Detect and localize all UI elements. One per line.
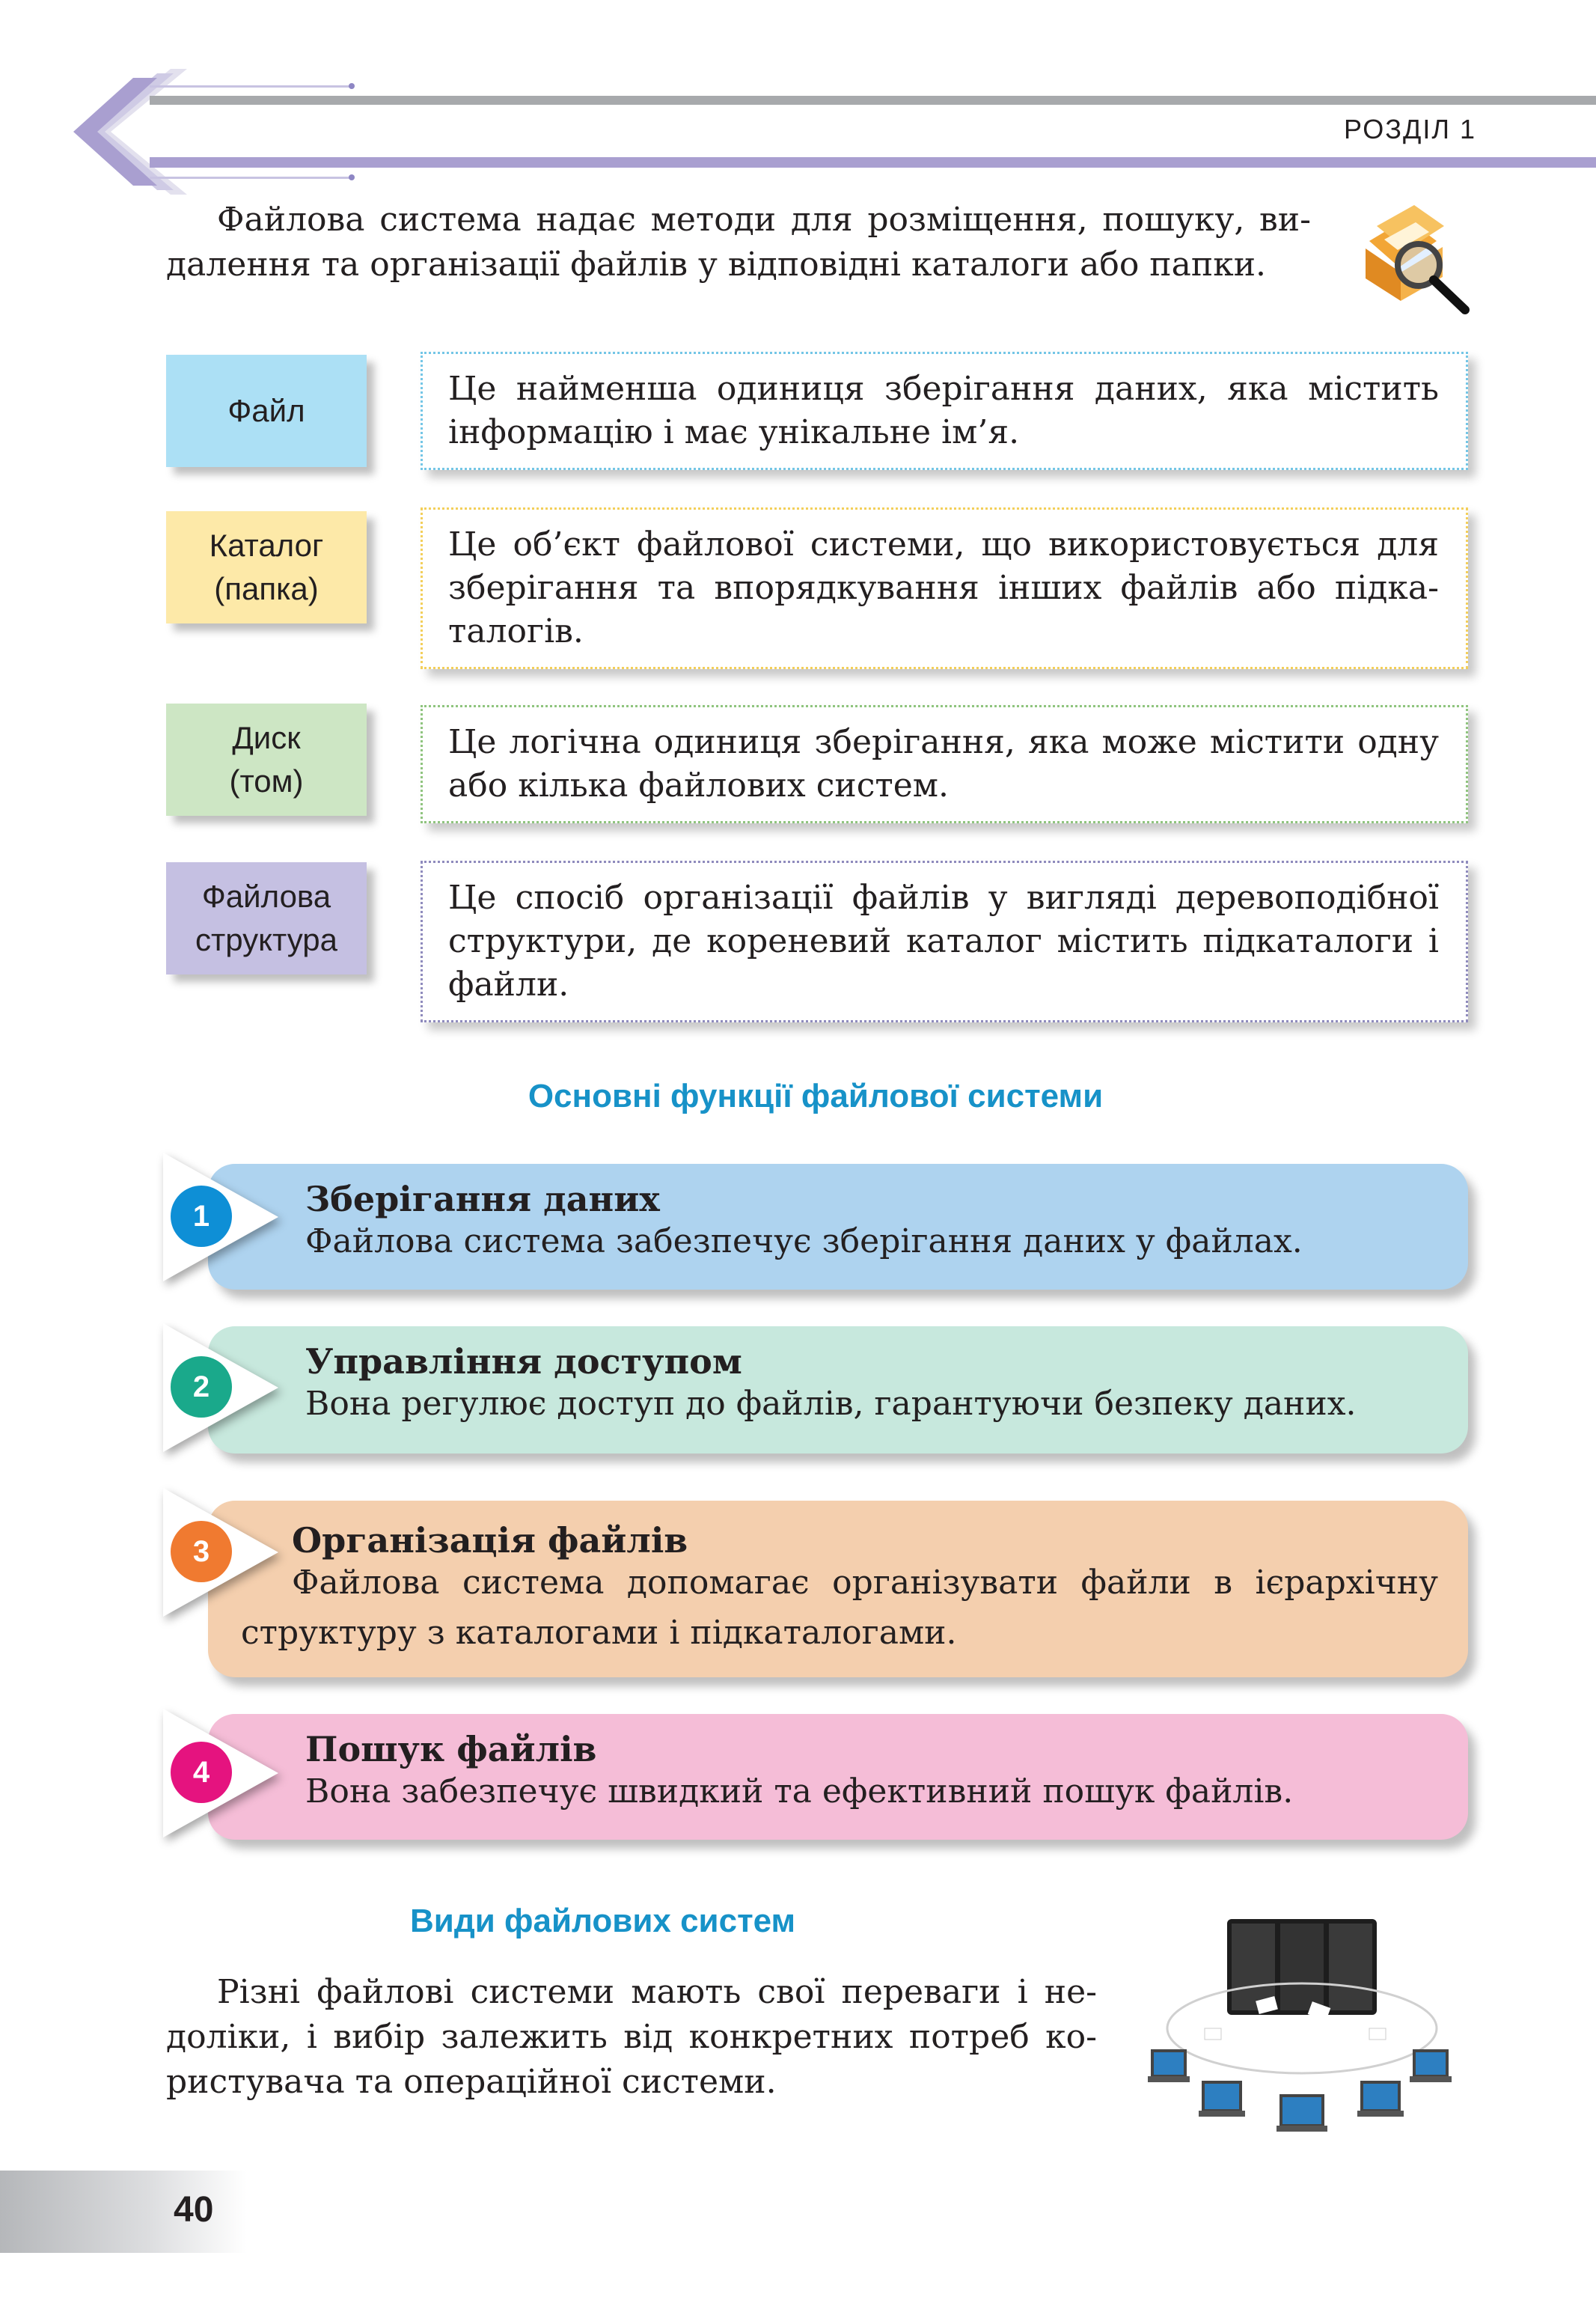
header-dot [349,174,355,180]
function-card-search [208,1714,1468,1840]
function-title: Зберігання даних [305,1179,660,1219]
types-heading: Види файлових систем [410,1903,796,1939]
section-label: РОЗДІЛ 1 [1344,114,1476,144]
term-label: структура [195,922,337,957]
functions-heading: Основні функції файлової системи [528,1078,1104,1114]
term-label: Файлова [201,879,331,914]
definition-catalog [421,507,1468,669]
header-dot [349,83,355,89]
folders-magnifier-icon [1354,196,1474,316]
term-disk [166,704,367,816]
types-line: Різні файлові системи мають свої переваги і не- [217,1973,1097,2011]
header-thin-line [150,85,352,88]
definition-text: Це спосіб організації файлів у вигляді деревоподібної структури, де кореневий каталог містить підкаталоги і файли. [448,879,1439,1004]
definition-text: Це логічна одиниця зберігання, яка може містити одну або кілька файлових систем. [448,723,1439,805]
term-label: Диск [232,720,301,755]
function-title: Пошук файлів [305,1729,597,1769]
term-catalog [166,511,367,623]
function-text-line: Файлова система допомагає організувати файли в ієрархічну [292,1564,1438,1602]
header-line-gray [150,96,1596,105]
definition-disk [421,705,1468,823]
header-decoration [0,0,1596,195]
back-chevron-icon [45,69,187,195]
intro-line: далення та організації файлів у відповідні каталоги або папки. [166,245,1267,284]
types-line: доліки, і вибір залежить від конкретних потреб ко- [166,2018,1097,2056]
function-text [292,1561,1438,1605]
header-thin-line [150,177,352,179]
function-number-badge: 4 [171,1742,232,1803]
page-number: 40 [174,2190,214,2230]
definition-text: Це об’єкт файлової системи, що використовується для зберігання та впорядкування інших файлів або підка-талогів. [448,525,1439,650]
intro-paragraph [166,198,1311,287]
function-number-badge: 3 [171,1521,232,1582]
definition-file [421,352,1468,470]
term-label: Каталог [209,528,324,563]
function-number-badge: 1 [171,1186,232,1247]
types-paragraph [166,1970,1097,2105]
server-network-illustration [1145,1916,1459,2141]
term-label: (папка) [214,571,319,606]
function-text: Вона забезпечує швидкий та ефективний пошук файлів. [305,1772,1294,1811]
function-title: Управління доступом [305,1341,742,1382]
term-file-structure [166,862,367,974]
function-title: Організація файлів [292,1520,688,1561]
definition-text: Це найменша одиниця зберігання даних, яка містить інформацію і має унікальне ім’я. [448,370,1439,451]
function-text-line: структуру з каталогами і підкаталогами. [241,1614,957,1652]
header-line-purple [150,157,1596,168]
function-number-badge: 2 [171,1356,232,1418]
definition-file-structure [421,861,1468,1022]
term-label: Файл [227,393,305,428]
function-text: Вона регулює доступ до файлів, гарантуючи безпеку даних. [305,1385,1357,1423]
intro-line: Файлова система надає методи для розміщення, пошуку, ви- [217,201,1311,239]
function-text: Файлова система забезпечує зберігання даних у файлах. [305,1222,1303,1260]
function-card-storage [208,1164,1468,1290]
function-card-access [208,1326,1468,1454]
types-line: ристувача та операційної системи. [166,2063,777,2101]
term-file [166,355,367,467]
term-label: (том) [229,763,304,799]
